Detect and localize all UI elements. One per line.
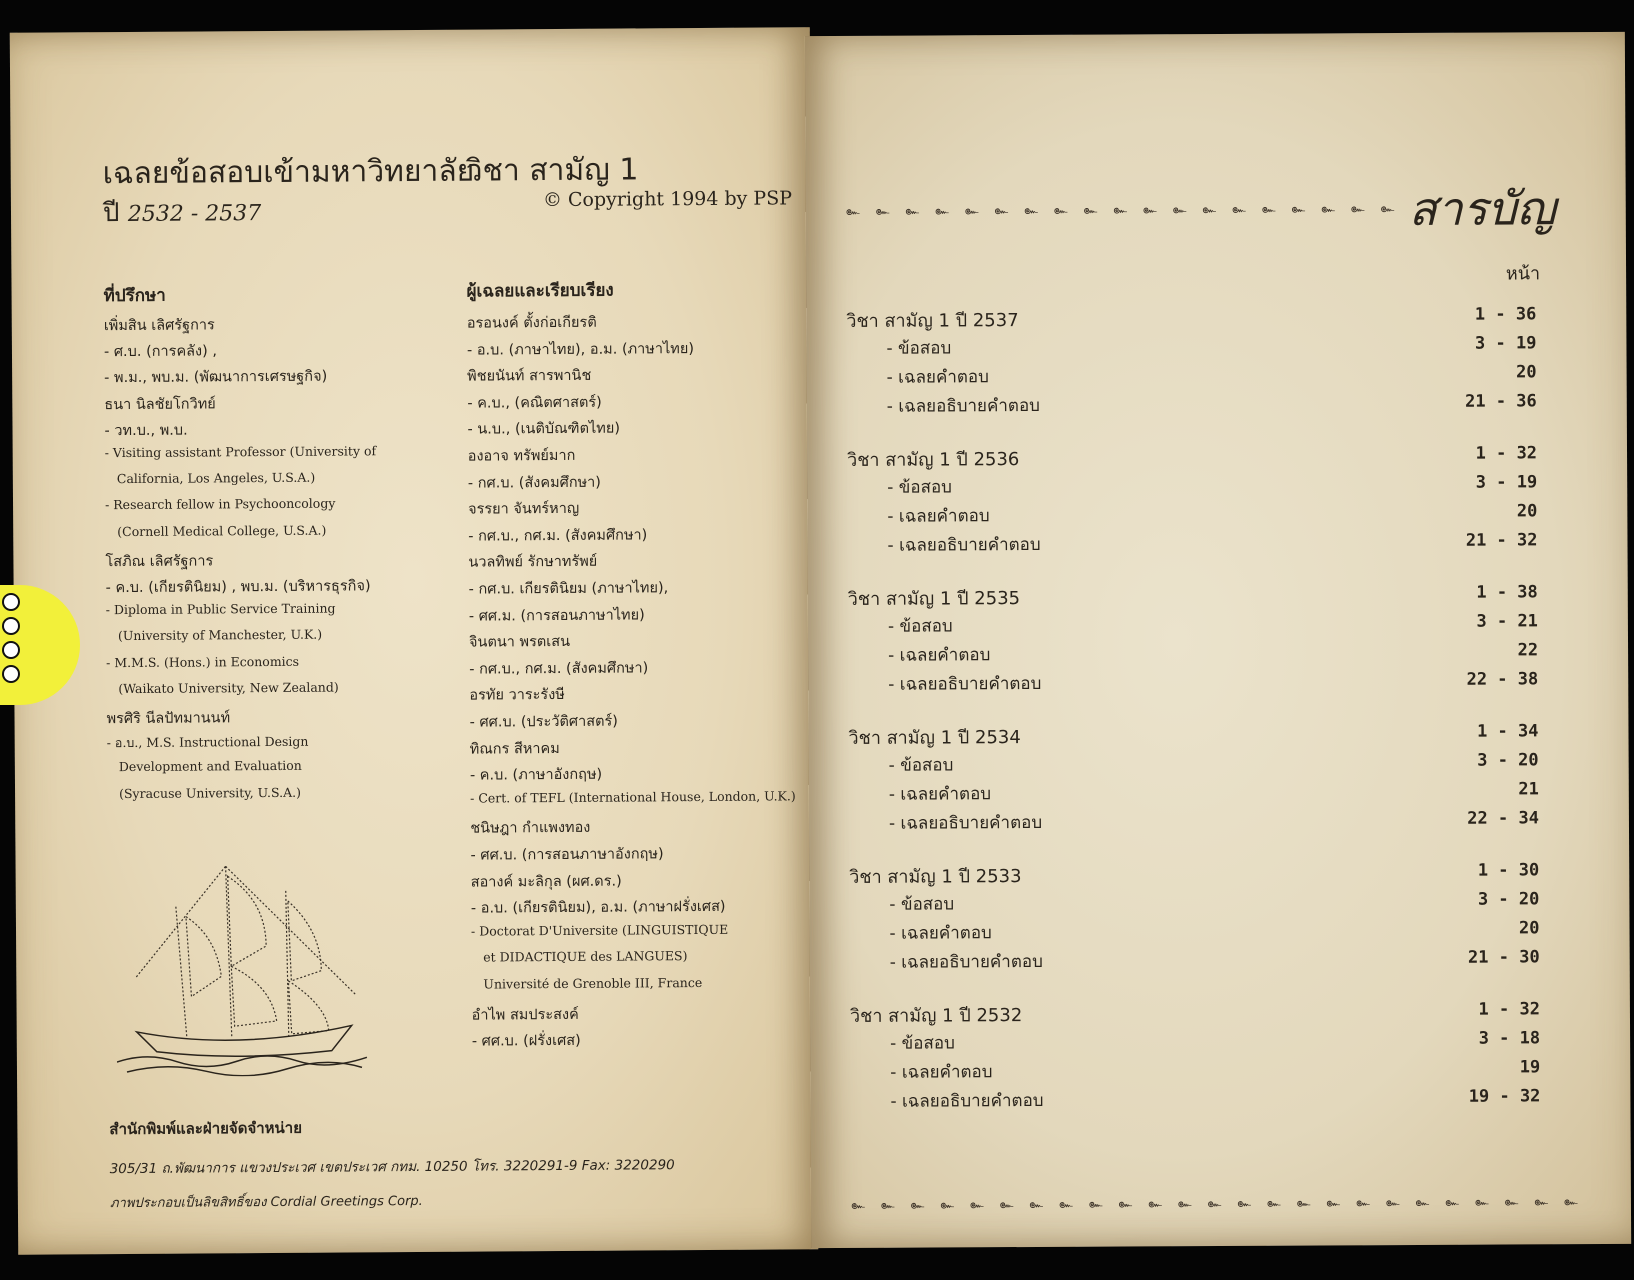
toc-item-label: - เฉลยอธิบายคำตอบ [887,534,1041,556]
editor-line: - ค.บ., (คณิตศาสตร์) [467,394,602,412]
advisor-line: Development and Evaluation [118,758,302,775]
editor-line: จรรยา จันทร์หาญ [468,501,580,518]
toc-item-pages: 3 - 20 [1477,889,1540,910]
editor-line: อรอนงค์ ตั้งก่อเกียรติ [466,314,597,332]
editor-line: องอาจ ทรัพย์มาก [467,447,576,465]
left-page [10,27,819,1255]
tab-dot [4,619,18,633]
editor-line: - ค.บ. (ภาษาอังกฤษ) [469,766,603,784]
toc-section [846,302,1537,422]
toc-item [850,1084,1540,1117]
toc-item [848,609,1538,642]
advisors-heading: ที่ปรึกษา [103,285,166,307]
advisor-line: - M.M.S. (Hons.) in Economics [106,653,300,670]
toc-item-label: - เฉลยคำตอบ [887,506,990,527]
toc-item-label: - เฉลยอธิบายคำตอบ [889,951,1043,973]
toc-item [849,916,1539,949]
toc-section-title-pages: 1 - 32 [1478,999,1540,1020]
advisor-line: California, Los Angeles, U.S.A.) [116,469,316,487]
editor-line: พิชยนันท์ สารพานิช [467,367,592,385]
editor-line: - Cert. of TEFL (International House, London, U.K.) [470,788,796,806]
editor-line: - ศศ.บ. (การสอนภาษาอังกฤษ) [470,846,664,864]
editor-line: ทิณกร สีหาคม [469,740,560,758]
tab-dot [4,643,18,657]
toc-item [849,887,1539,920]
toc-item-pages: 19 [1519,1057,1541,1078]
editor-line: - ศศ.ม. (การสอนภาษาไทย) [468,606,645,625]
publisher-heading: สำนักพิมพ์และฝ่ายจัดจำหน่าย [109,1118,303,1139]
page-column-label: หน้า [1505,263,1541,285]
toc-section [850,997,1541,1117]
toc-section-title-pages: 1 - 36 [1474,304,1537,325]
toc-item-pages: 20 [1516,501,1538,522]
toc-item-pages: 22 - 38 [1466,669,1539,690]
copyright-notice: © Copyright 1994 by PSP [542,187,793,212]
toc-item-label: - ข้อสอบ [887,616,953,637]
editor-line: อำไพ สมประสงค์ [471,1006,579,1024]
editor-line: - กศ.บ. เกียรตินิยม (ภาษาไทย), [468,580,669,598]
toc-item [850,1026,1540,1059]
toc-section-title-label: วิชา สามัญ 1 ปี 2533 [849,866,1022,888]
editor-line: - ศศ.บ. (ฝรั่งเศส) [471,1033,581,1050]
toc-section [848,719,1539,839]
toc-section [849,858,1540,978]
advisor-line: - Diploma in Public Service Training [105,600,336,618]
advisor-line: - วท.บ., พ.บ. [104,422,188,439]
advisor-line: (University of Manchester, U.K.) [117,627,323,644]
toc-section-title-pages: 1 - 34 [1477,721,1539,742]
advisor-line: - Research fellow in Psychooncology [104,495,336,513]
advisor-line: เพิ่มสิน เลิศรัฐการ [103,317,215,335]
toc-section-title [850,997,1540,1030]
toc-section-title [848,580,1538,613]
toc-item-pages: 21 - 32 [1465,530,1538,551]
toc-item [846,331,1536,364]
advisor-line: พรศิริ นีลปัทมานนท์ [106,710,231,728]
toc-item-label: - เฉลยคำตอบ [890,1062,993,1083]
toc-item-pages: 3 - 20 [1477,750,1539,771]
advisor-line: - ศ.บ. (การคลัง) , [103,343,218,361]
editor-line: - อ.บ. (ภาษาไทย), อ.ม. (ภาษาไทย) [466,340,695,359]
editor-line: - ศศ.บ. (ประวัติศาสตร์) [469,713,618,731]
advisor-line: - พ.ม., พบ.ม. (พัฒนาการเศรษฐกิจ) [104,368,328,387]
ornament-row-top: ๛ ๛ ๛ ๛ ๛ ๛ ๛ ๛ ๛ ๛ ๛ ๛ ๛ ๛ ๛ ๛ ๛ ๛ ๛ [845,201,1401,218]
toc-item-label: - เฉลยคำตอบ [889,923,992,944]
toc-item-label: - เฉลยอธิบายคำตอบ [888,673,1042,695]
advisor-line: (Cornell Medical College, U.S.A.) [117,522,327,539]
toc-section-title [848,719,1538,752]
toc-item [849,748,1539,781]
toc-item-label: - ข้อสอบ [886,338,952,359]
editor-line: - กศ.บ., กศ.ม. (สังคมศึกษา) [468,527,648,545]
toc-item-label: - ข้อสอบ [887,477,952,498]
editor-line: - Doctorat D'Universite (LINGUISTIQUE [470,921,729,939]
toc-item-label: - เฉลยคำตอบ [886,367,989,388]
toc-section-title-pages: 1 - 32 [1475,443,1538,464]
advisor-line: ธนา นิลชัยโกวิทย์ [104,395,216,413]
toc-item [849,806,1539,839]
toc-item-pages: 20 [1518,918,1540,939]
toc-item [847,470,1537,503]
advisor-line: - Visiting assistant Professor (University of [104,443,377,461]
book-title: เฉลยข้อสอบเข้ามหาวิทยาลัย [102,153,475,192]
editor-line: สอางค์ มะลิกุล (ผศ.ดร.) [470,873,622,891]
editor-line: อรทัย วาระรังษี [469,687,565,705]
toc-item-pages: 20 [1516,362,1537,383]
toc-item-label: - ข้อสอบ [890,1033,955,1054]
toc-item-label: - ข้อสอบ [888,755,954,776]
editor-line: จินตนา พรตเสน [468,634,571,651]
toc-item-pages: 3 - 19 [1475,472,1538,493]
toc-section-title [849,858,1539,891]
editor-line: - กศ.บ., กศ.ม. (สังคมศึกษา) [469,660,649,678]
editor-line: - อ.บ. (เกียรตินิยม), อ.ม. (ภาษาฝรั่งเศส) [470,899,726,917]
toc-item-pages: 21 - 30 [1467,947,1540,968]
toc-item-label: - เฉลยคำตอบ [888,645,991,666]
toc-item-pages: 3 - 19 [1474,333,1537,354]
year-prefix: ปี [102,198,120,229]
advisor-line: - อ.บ., M.S. Instructional Design [106,733,309,751]
right-page [805,32,1631,1248]
toc-title: สารบัญ [1408,181,1556,236]
toc-item [847,528,1537,561]
toc-item [848,667,1538,700]
toc-section-title [847,441,1537,474]
editor-line: Université de Grenoble III, France [483,974,703,992]
toc-item [847,389,1537,422]
toc-section-title-label: วิชา สามัญ 1 ปี 2535 [847,588,1021,610]
toc-item-label: - เฉลยอธิบายคำตอบ [890,1090,1044,1112]
advisor-line: (Syracuse University, U.S.A.) [119,784,302,801]
toc-item-label: - เฉลยอธิบายคำตอบ [886,395,1040,417]
advisor-line: โสภิณ เลิศรัฐการ [105,553,214,570]
toc-section [847,441,1538,561]
toc-item-label: - ข้อสอบ [889,894,955,915]
toc-section-title-pages: 1 - 38 [1476,582,1538,603]
toc-item-pages: 19 - 32 [1468,1086,1541,1107]
toc-section-title-label: วิชา สามัญ 1 ปี 2534 [848,727,1021,749]
toc-section-title [846,302,1536,335]
illustration-credit: ภาพประกอบเป็นลิขสิทธิ์ของ Cordial Greetings Corp. [109,1193,423,1212]
toc-item-pages: 22 - 34 [1467,808,1539,829]
subject-title: วิชา สามัญ 1 [465,152,639,189]
toc-item-pages: 21 - 36 [1465,391,1537,412]
toc-section-title-label: วิชา สามัญ 1 ปี 2532 [849,1005,1023,1027]
toc-item [850,945,1540,978]
toc-section-title-label: วิชา สามัญ 1 ปี 2537 [846,310,1019,332]
editor-line: นวลทิพย์ รักษาทรัพย์ [468,554,598,572]
advisor-line: - ค.บ. (เกียรตินิยม) , พบ.ม. (บริหารธุรกิจ) [105,578,371,597]
book-years [103,191,261,233]
tab-dot [4,667,18,681]
tab-dot [4,595,18,609]
editor-line: et DIDACTIQUE des LANGUES) [483,948,688,965]
ornament-row-bottom: ๛ ๛ ๛ ๛ ๛ ๛ ๛ ๛ ๛ ๛ ๛ ๛ ๛ ๛ ๛ ๛ ๛ ๛ ๛ ๛ ๛ ๛ ๛ ๛ ๛ [850,1194,1584,1212]
year-range: 2532 - 2537 [127,201,262,227]
toc-section-title-label: วิชา สามัญ 1 ปี 2536 [846,449,1020,471]
toc-section-title-pages: 1 - 30 [1477,860,1540,881]
toc-item [850,1055,1540,1088]
toc-item [847,499,1537,532]
toc-item-label: - เฉลยอธิบายคำตอบ [888,812,1043,834]
toc-item [847,360,1537,393]
publisher-address: 305/31 ถ.พัฒนาการ แขวงประเวศ เขตประเวศ กทม. 10250 โทร. 3220291-9 Fax: 3220290 [109,1157,675,1178]
editor-line: - กศ.บ. (สังคมศึกษา) [467,474,601,492]
editor-line: ชนิษฎา กำแพงทอง [470,820,591,838]
advisor-line: (Waikato University, New Zealand) [118,679,339,696]
sailing-ship-illustration [115,845,377,1077]
toc-item-pages: 3 - 18 [1478,1028,1541,1049]
toc-item-label: - เฉลยคำตอบ [888,784,992,805]
toc-item-pages: 21 [1518,779,1539,800]
toc-item-pages: 3 - 21 [1476,611,1538,632]
editor-line: - น.บ., (เนติบัณฑิตไทย) [467,420,621,439]
toc-item [848,638,1538,671]
toc-item [849,777,1539,810]
editors-heading: ผู้เฉลยและเรียบเรียง [466,280,614,302]
toc-item-pages: 22 [1517,640,1539,661]
toc-section [848,580,1539,700]
